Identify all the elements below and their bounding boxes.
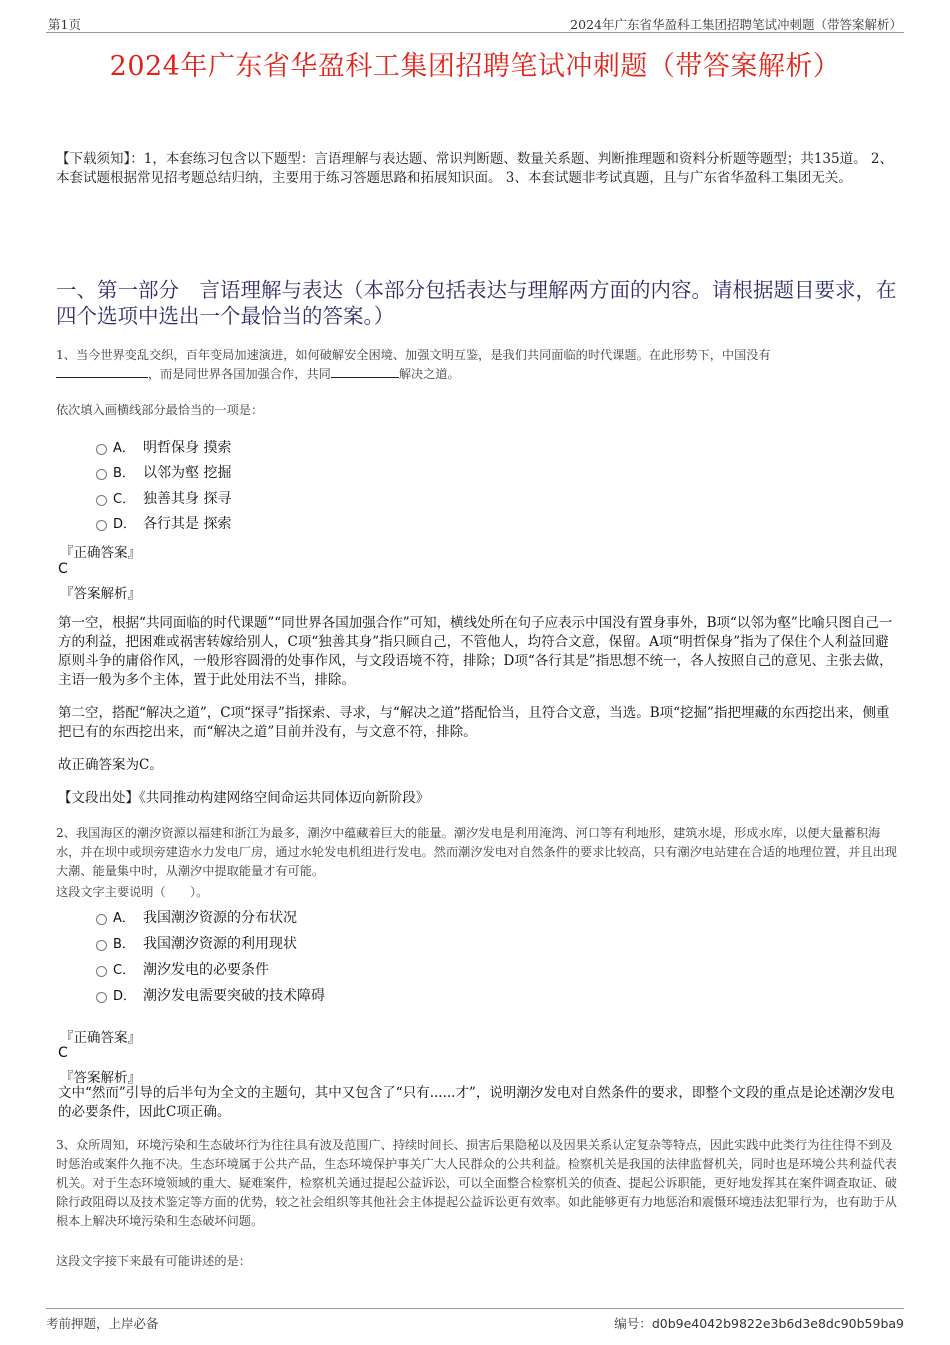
question-2-stem: 2、我国海区的潮汐资源以福建和浙江为最多，潮汐中蕴藏着巨大的能量。潮汐发电是利用淹湾、河口等有利地形，建筑水堤，形成水库，以便大量蓄积海水，并在坝中或坝旁建造水力发电厂房，通过水轮发电机组进行发电。然而潮汐发电对自然条件的要求比较高，只有潮汐电站建在合适的地理位置，并且出现大潮、能量集中时，从潮汐中提取能量才有可能。 <box>56 826 897 878</box>
q2-analysis-label: 『答案解析』 <box>60 1070 141 1086</box>
radio-icon[interactable] <box>96 495 107 506</box>
question-1-instruction: 依次填入画横线部分最恰当的一项是： <box>56 403 264 417</box>
q2-option-d[interactable]: D． 潮汐发电需要突破的技术障碍 <box>96 985 325 1005</box>
blank-1 <box>56 365 148 378</box>
question-1-stem: 1、当今世界变乱交织，百年变局加速演进，如何破解安全困境、加强文明互鉴，是我们共同面临的时代课题。在此形势下，中国没有 ，而是同世界各国加强合作，共同 解决之道。 <box>56 348 771 381</box>
q1-option-b[interactable]: B． 以邻为壑 挖掘 <box>96 462 231 482</box>
q1-correct-answer-label: 『正确答案』 <box>60 545 141 561</box>
q2-answer: C <box>58 1045 68 1061</box>
header-doc-title: 2024年广东省华盈科工集团招聘笔试冲刺题（带答案解析） <box>570 17 902 32</box>
q1-option-a[interactable]: A． 明哲保身 摸索 <box>96 437 231 457</box>
q1-option-d[interactable]: D． 各行其是 探索 <box>96 513 231 533</box>
q1-analysis-1: 第一空，根据“共同面临的时代课题”“同世界各国加强合作”可知，横线处所在句子应表示中国没有置身事外，B项“以邻为壑”比喻只图自己一方的利益，把困难或祸害转嫁给别人，C项“独善其身”指只顾自己，不管他人，均符合文意，保留。A项“明哲保身”指为了保住个人利益回避原则斗争的庸俗作风，一般形容圆滑的处事作风，与文段语境不符，排除；D项“各行其是”指思想不统一，各人按照自己的意见、主张去做，主语一般为多个主体，置于此处用法不当，排除。 <box>58 615 893 688</box>
question-2-instruction: 这段文字主要说明（ ）。 <box>56 885 209 899</box>
q2-correct-answer-label: 『正确答案』 <box>60 1030 141 1046</box>
q2-option-a[interactable]: A． 我国潮汐资源的分布状况 <box>96 907 297 927</box>
radio-icon[interactable] <box>96 469 107 480</box>
q1-analysis-label: 『答案解析』 <box>60 586 141 602</box>
page-header <box>46 14 904 33</box>
q1-answer: C <box>58 561 68 577</box>
radio-icon[interactable] <box>96 520 107 531</box>
footer-code: 编号：d0b9e4042b9822e3b6d3e8dc90b59ba9 <box>614 1316 904 1331</box>
page-number: 第1页 <box>48 17 81 32</box>
blank-2 <box>331 365 399 378</box>
download-notice: 【下载须知】：1，本套练习包含以下题型：言语理解与表达题、常识判断题、数量关系题、判断推理题和资料分析题等题型；共135道。 2、本套试题根据常见招考题总结归纳，主要用于练习答题思路和拓展知识面。 3、本套试题非考试真题，且与广东省华盈科工集团无关。 <box>56 151 893 186</box>
q1-source: 【文段出处】《共同推动构建网络空间命运共同体迈向新阶段》 <box>58 790 430 806</box>
page-footer <box>46 1308 904 1331</box>
q1-option-c[interactable]: C． 独善其身 探寻 <box>96 488 231 508</box>
radio-icon[interactable] <box>96 444 107 455</box>
q2-option-c[interactable]: C． 潮汐发电的必要条件 <box>96 959 269 979</box>
q1-analysis-3: 故正确答案为C。 <box>58 757 163 773</box>
radio-icon[interactable] <box>96 914 107 925</box>
section-title: 一、第一部分 言语理解与表达（本部分包括表达与理解两方面的内容。请根据题目要求，在四个选项中选出一个最恰当的答案。） <box>56 278 897 328</box>
q2-analysis: 文中“然而”引导的后半句为全文的主题句，其中又包含了“只有......才”，说明潮汐发电对自然条件的要求，即整个文段的重点是论述潮汐发电的必要条件，因此C项正确。 <box>58 1085 895 1120</box>
radio-icon[interactable] <box>96 940 107 951</box>
radio-icon[interactable] <box>96 966 107 977</box>
q1-analysis-2: 第二空，搭配“解决之道”，C项“探寻”指探索、寻求，与“解决之道”搭配恰当，且符合文意，当选。B项“挖掘”指把埋藏的东西挖出来，侧重把已有的东西挖出来，而“解决之道”目前并没有，与文意不符，排除。 <box>58 705 890 740</box>
q2-option-b[interactable]: B． 我国潮汐资源的利用现状 <box>96 933 297 953</box>
footer-slogan: 考前押题，上岸必备 <box>46 1316 159 1331</box>
question-3-stem: 3、众所周知，环境污染和生态破坏行为往往具有波及范围广、持续时间长、损害后果隐秘以及因果关系认定复杂等特点，因此实践中此类行为往往得不到及时惩治或案件久拖不决。生态环境属于公共产品，生态环境保护事关广大人民群众的公共利益。检察机关是我国的法律监督机关，同时也是环境公共利益代表机关。对于生态环境领域的重大、疑难案件，检察机关通过提起公益诉讼，可以全面整合检察机关的侦查、提起公诉职能，更好地发挥其在案件调查取证、破除行政阻碍以及技术鉴定等方面的优势，较之社会组织等其他社会主体提起公益诉讼更有效率。如此能够更有力地惩治和震慑环境违法犯罪行为，也有助于从根本上解决环境污染和生态破坏问题。 <box>56 1138 897 1228</box>
question-3-instruction: 这段文字接下来最有可能讲述的是： <box>56 1254 251 1268</box>
document-title: 2024年广东省华盈科工集团招聘笔试冲刺题（带答案解析） <box>109 51 841 82</box>
radio-icon[interactable] <box>96 992 107 1003</box>
